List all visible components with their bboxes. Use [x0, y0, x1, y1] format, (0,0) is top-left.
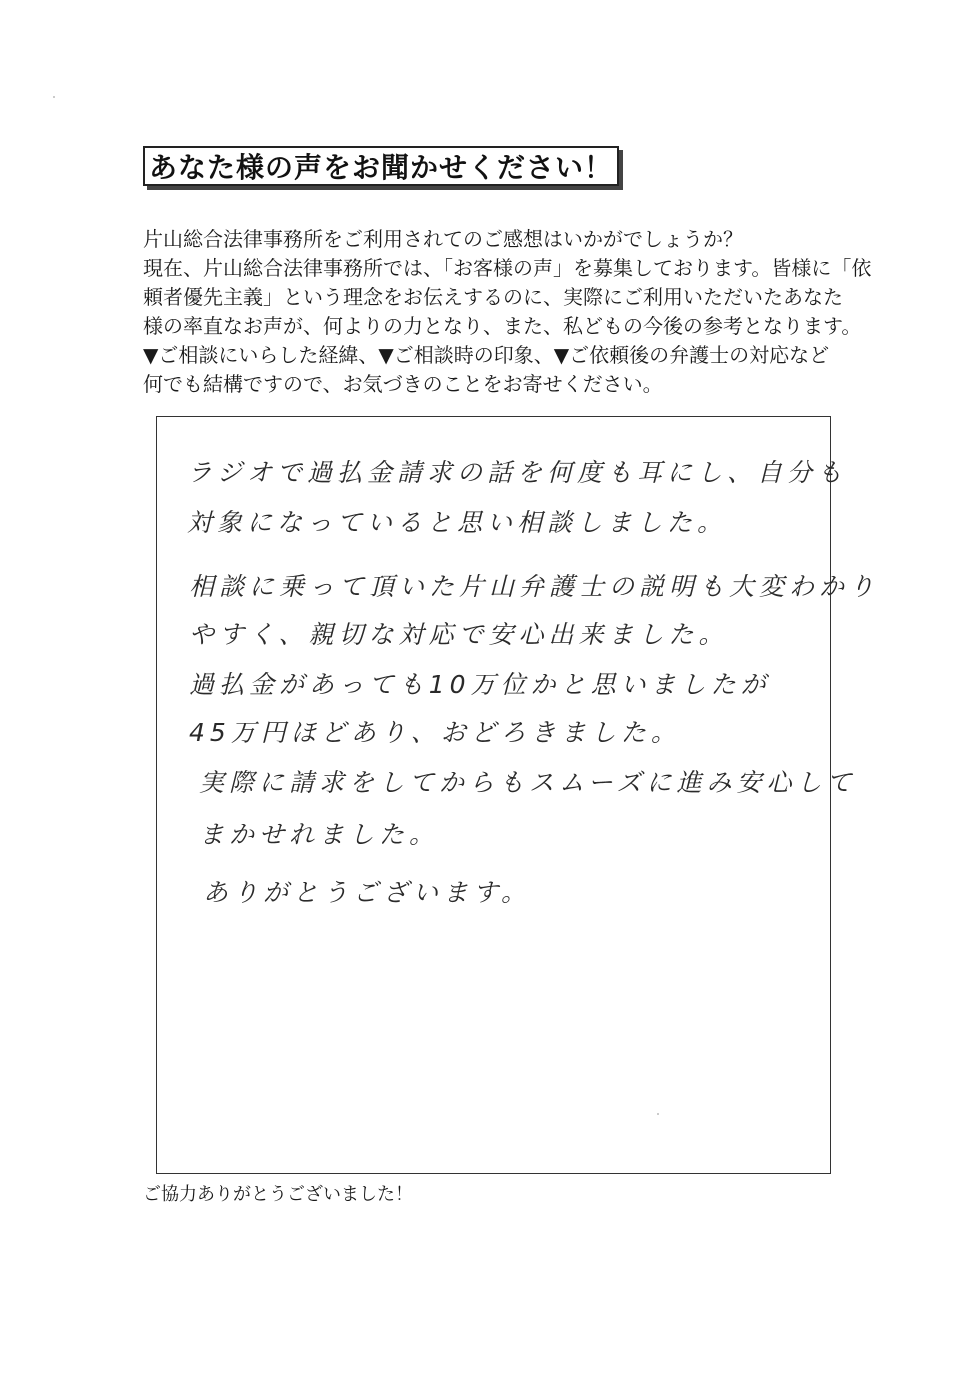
handwritten-line: 対象になっていると思い相談しました。 — [187, 508, 728, 537]
intro-line: 様の率直なお声が、何よりの力となり、また、私どもの今後の参考となります。 — [143, 314, 862, 338]
handwritten-line: 実際に請求をしてからもスムーズに進み安心して — [199, 768, 857, 797]
scan-speck — [657, 1113, 659, 1115]
intro-line: ▼ご相談にいらした経緯、▼ご相談時の印象、▼ご依頼後の弁護士の対応など — [143, 343, 830, 367]
handwritten-line: やすく、親切な対応で安心出来ました。 — [189, 620, 729, 649]
thanks-note: ご協力ありがとうございました！ — [143, 1184, 413, 1205]
title-box — [143, 146, 619, 186]
handwritten-line: まかせれました。 — [199, 820, 440, 849]
handwritten-line: 過払金があっても10万位かと思いましたが — [189, 670, 771, 699]
customer-comment-box — [156, 416, 880, 1174]
intro-text — [143, 225, 872, 399]
handwritten-line: ラジオで過払金請求の話を何度も耳にし、自分も — [187, 458, 848, 487]
page-title: あなた様の声をお聞かせください！ — [149, 151, 614, 184]
intro-line: 何でも結構ですので、お気づきのことをお寄せください。 — [143, 372, 663, 396]
intro-line: 片山総合法律事務所をご利用されてのご感想はいかがでしょうか？ — [143, 227, 743, 251]
handwritten-line: 相談に乗って頂いた片山弁護士の説明も大変わかり — [189, 572, 880, 601]
handwritten-line: 45万円ほどあり、おどろきました。 — [189, 718, 681, 747]
intro-line: 現在、片山総合法律事務所では、「お客様の声」を募集しております。皆様に「依 — [143, 256, 872, 280]
intro-line: 頼者優先主義」という理念をお伝えするのに、実際にご利用いただいたあなた — [143, 285, 843, 309]
scan-speck — [53, 96, 55, 98]
handwritten-line: ありがとうございます。 — [203, 878, 532, 907]
